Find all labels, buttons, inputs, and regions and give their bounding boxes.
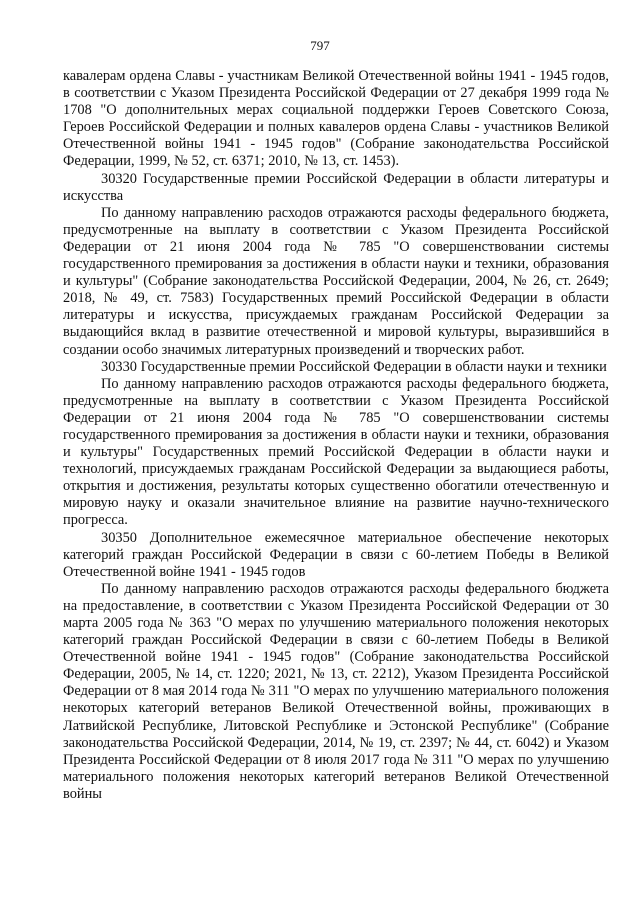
paragraph: По данному направлению расходов отражаются расходы федерального бюджета на предоставление, в соответствии с Указом Президента Российской Федерации от 30 марта 2005 года № 363 "О мерах по улучшению материального положения некоторых категорий граждан Российской Федерации в связи с 60-летием Победы в Великой Отечественной войне 1941 - 1945 годов" (Собрание законодательства Российской Федерации, 2005, № 14, ст. 1220; 2021, № 13, ст. 2212), Указом Президента Российской Федерации от 8 мая 2014 года № 311 "О мерах по улучшению материального положения некоторых категорий ветеранов Великой Отечественной войны, проживающих в Латвийской Республике, Литовской Республике и Эстонской Республике" (Собрание законодательства Российской Федерации, 2014, № 19, ст. 2397; № 44, ст. 6042) и Указом Президента Российской Федерации от 8 июля 2017 года № 311 "О мерах по улучшению материального положения некоторых категорий ветеранов Великой Отечественной войны bbox=[63, 580, 609, 802]
section-heading: 30350 Дополнительное ежемесячное материальное обеспечение некоторых категорий граждан Российской Федерации в связи с 60-летием Победы в Великой Отечественной войне 1941 - 1945 годов bbox=[63, 529, 609, 580]
paragraph: По данному направлению расходов отражаются расходы федерального бюджета, предусмотренные на выплату в соответствии с Указом Президента Российской Федерации от 21 июня 2004 года № 785 "О совершенствовании системы государственного премирования за достижения в области науки и техники, образования и культуры" Государственных премий Российской Федерации в области науки и технологий, присуждаемых гражданам Российской Федерации за выдающиеся работы, открытия и достижения, результаты которых существенно обогатили отечественную и мировую науку и оказали значительное влияние на развитие научно-технического прогресса. bbox=[63, 375, 609, 529]
paragraph: кавалерам ордена Славы - участникам Великой Отечественной войны 1941 - 1945 годов, в соответствии с Указом Президента Российской Федерации от 27 декабря 1999 года № 1708 "О дополнительных мерах социальной поддержки Героев Советского Союза, Героев Российской Федерации и полных кавалеров ордена Славы - участников Великой Отечественной войны 1941 - 1945 годов" (Собрание законодательства Российской Федерации, 1999, № 52, ст. 6371; 2010, № 13, ст. 1453). bbox=[63, 68, 609, 170]
section-heading: 30330 Государственные премии Российской Федерации в области науки и техники bbox=[101, 358, 607, 375]
document-body bbox=[63, 68, 609, 803]
section-heading: 30320 Государственные премии Российской Федерации в области литературы и искусства bbox=[63, 170, 609, 204]
page-number: 797 bbox=[310, 38, 330, 53]
paragraph: По данному направлению расходов отражаются расходы федерального бюджета, предусмотренные на выплату в соответствии с Указом Президента Российской Федерации от 21 июня 2004 года № 785 "О совершенствовании системы государственного премирования за достижения в области науки и техники, образования и культуры" (Собрание законодательства Российской Федерации, 2004, № 26, ст. 2649; 2018, № 49, ст. 7583) Государственных премий Российской Федерации в области литературы и искусства, присуждаемых гражданам Российской Федерации за выдающийся вклад в развитие отечественной и мировой культуры, выразившийся в создании особо значимых литературных произведений и творческих работ. bbox=[63, 204, 609, 358]
